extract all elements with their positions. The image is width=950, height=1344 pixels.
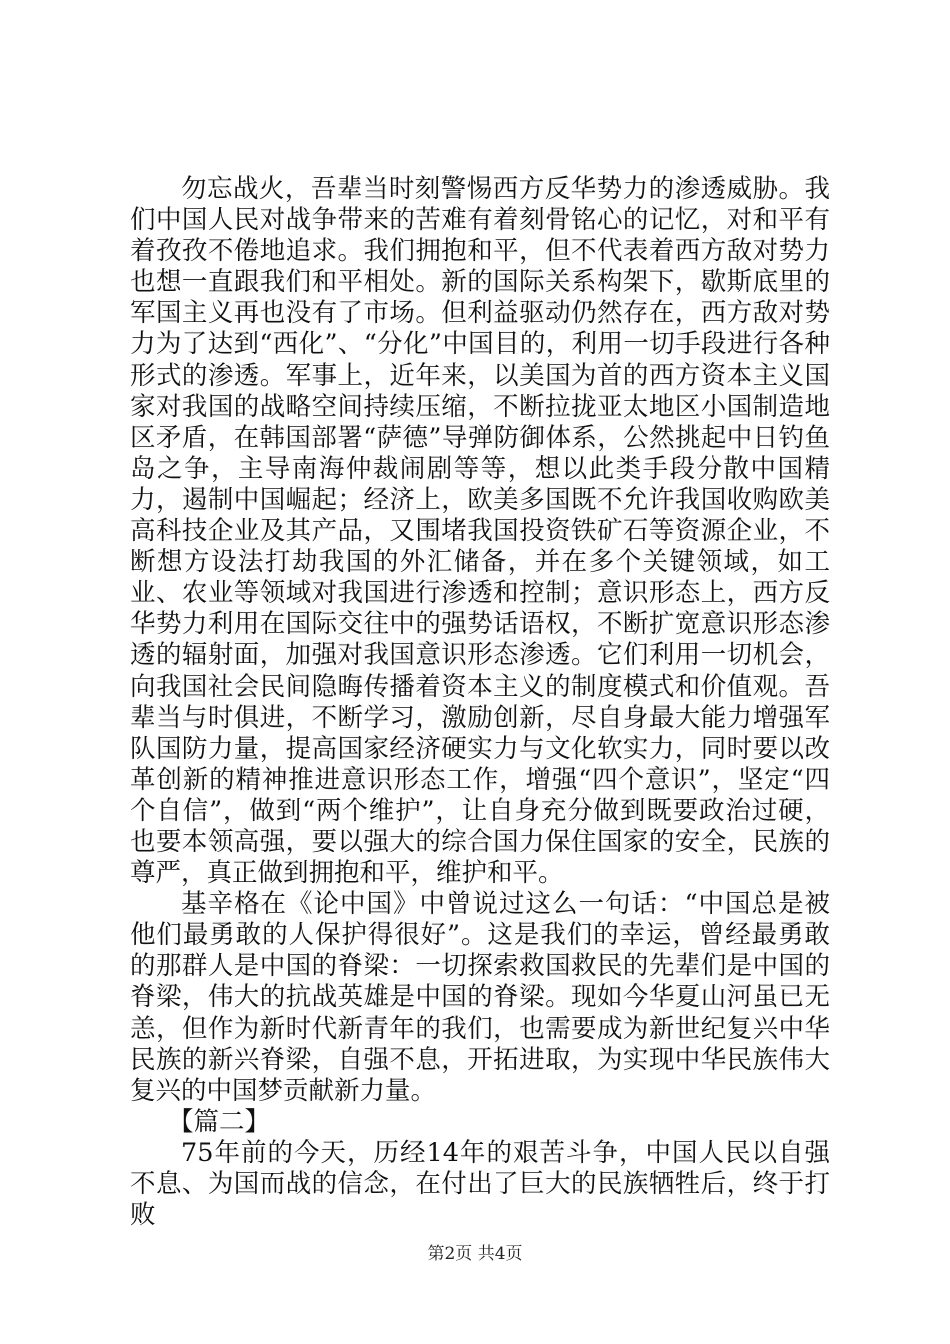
section-heading: 【篇二】: [168, 1106, 271, 1137]
paragraph-1: 勿忘战火，吾辈当时刻警惕西方反华势力的渗透威胁。我们中国人民对战争带来的苦难有着刻骨铭心的记忆，对和平有着孜孜不倦地追求。我们拥抱和平，但不代表着西方敌对势力也想一直跟我们和平相处。新的国际关系构架下，歇斯底里的军国主义再也没有了市场。但利益驱动仍然存在，西方敌对势力为了达到“西化”、“分化”中国目的，利用一切手段进行各种形式的渗透。军事上，近年来，以美国为首的西方资本主义国家对我国的战略空间持续压缩，不断拉拢亚太地区小国制造地区矛盾，在韩国部署“萨德”导弹防御体系，公然挑起中日钓鱼岛之争，主导南海仲裁闹剧等等，想以此类手段分散中国精力，遏制中国崛起；经济上，欧美多国既不允许我国收购欧美高科技企业及其产品，又围堵我国投资铁矿石等资源企业，不断想方设法打劫我国的外汇储备，并在多个关键领域，如工业、农业等领域对我国进行渗透和控制；意识形态上，西方反华势力利用在国际交往中的强势话语权，不断扩宽意识形态渗透的辐射面，加强对我国意识形态渗透。它们利用一切机会，向我国社会民间隐晦传播着资本主义的制度模式和价值观。吾辈当与时俱进，不断学习，激励创新，尽自身最大能力增强军队国防力量，提高国家经济硬实力与文化软实力，同时要以改革创新的精神推进意识形态工作，增强“四个意识”，坚定“四个自信”，做到“两个维护”，让自身充分做到既要政治过硬，也要本领高强，要以强大的综合国力保住国家的安全，民族的尊严，真正做到拥抱和平，维护和平。: [130, 174, 830, 889]
page-number-footer: 第2页 共4页: [427, 1244, 523, 1264]
paragraph-3: 75年前的今天，历经14年的艰苦斗争，中国人民以自强不息、为国而战的信念，在付出了巨大的民族牺牲后，终于打败: [130, 1137, 830, 1231]
document-body: [130, 174, 830, 1231]
paragraph-2: 基辛格在《论中国》中曾说过这么一句话：“中国总是被他们最勇敢的人保护得很好”。这是我们的幸运，曾经最勇敢的那群人是中国的脊梁：一切探索救国救民的先辈们是中国的脊梁，伟大的抗战英雄是中国的脊梁。现如今华夏山河虽已无恙，但作为新时代新青年的我们，也需要成为新世纪复兴中华民族的新兴脊梁，自强不息，开拓进取，为实现中华民族伟大复兴的中国梦贡献新力量。: [130, 889, 830, 1106]
